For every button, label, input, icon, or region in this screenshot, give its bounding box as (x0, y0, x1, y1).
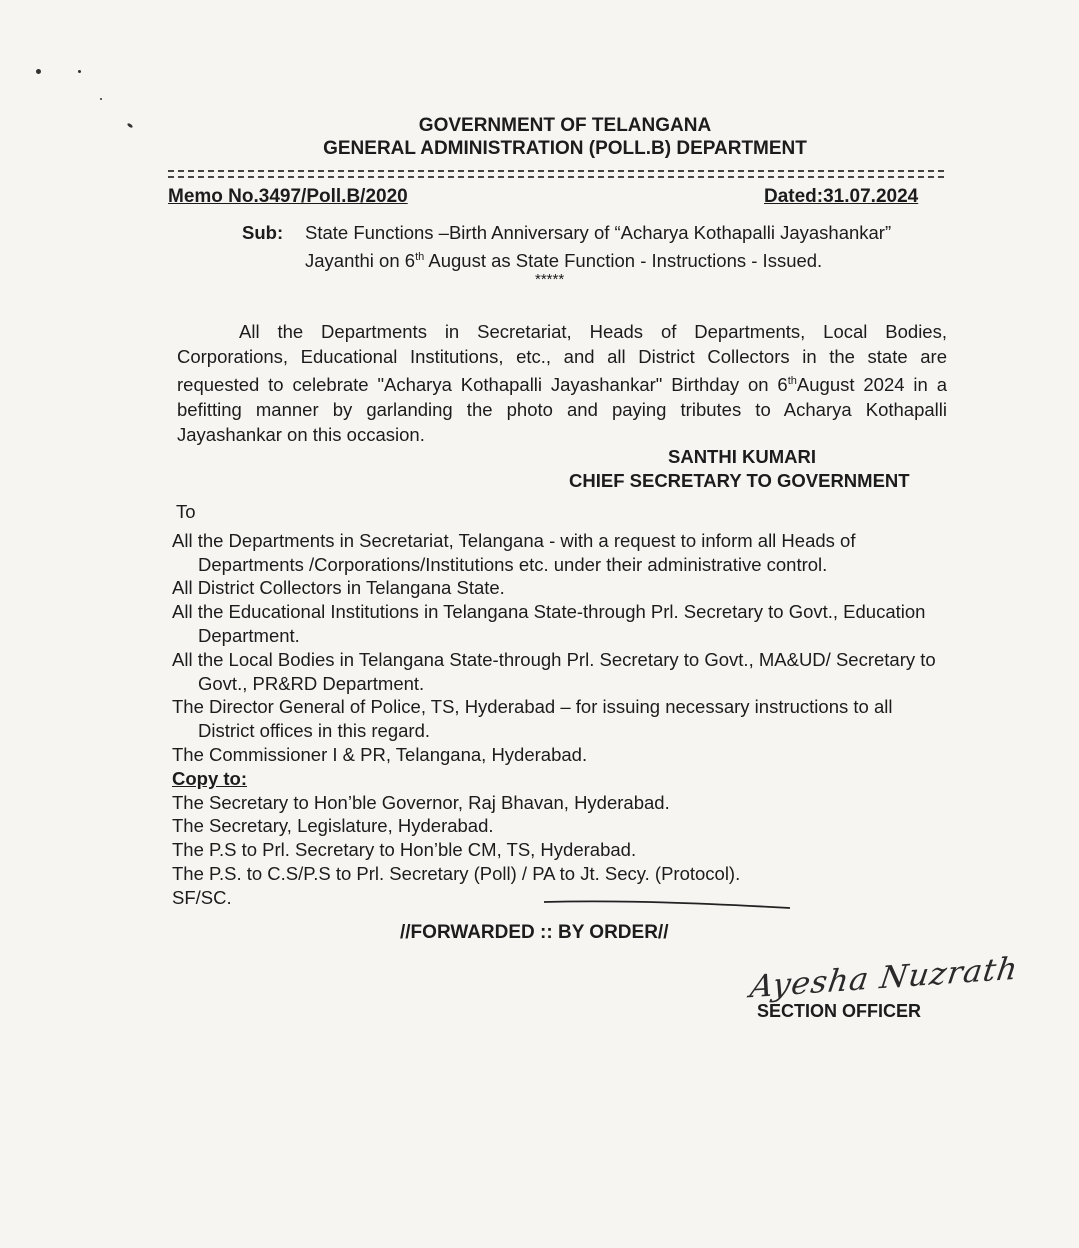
subject-label: Sub: (242, 222, 284, 243)
recipient-item: The Commissioner I & PR, Telangana, Hyderabad. (172, 743, 588, 765)
recipient-item: The Director General of Police, TS, Hyderabad – for issuing necessary instructions to all District offices in this regard. (172, 696, 893, 742)
copy-item: The P.S to Prl. Secretary to Hon’ble CM, TS, Hyderabad. (172, 839, 637, 861)
recipient-item: All the Departments in Secretariat, Telangana - with a request to inform all Heads of Departments /Corporations/Institutions etc. under their administrative control. (172, 529, 856, 575)
department-heading: GENERAL ADMINISTRATION (POLL.B) DEPARTMENT (323, 138, 807, 159)
forwarded-line: //FORWARDED :: BY ORDER// (400, 922, 669, 943)
body-paragraph (177, 320, 947, 447)
copy-item: The P.S. to C.S/P.S to Prl. Secretary (Poll) / PA to Jt. Secy. (Protocol). (172, 862, 741, 884)
section-officer-label: SECTION OFFICER (757, 1001, 922, 1021)
subject-line-2-pre: Jayanthi on 6 (305, 250, 416, 272)
subject-line-1: State Functions –Birth Anniversary of “Acharya Kothapalli Jayashankar” (305, 222, 892, 243)
copy-item: The Secretary, Legislature, Hyderabad. (172, 815, 494, 837)
handwritten-signature: Ayesha Nuzrath (747, 950, 1021, 1006)
copy-item: SF/SC. (172, 886, 232, 908)
recipient-item: All the Educational Institutions in Telangana State-through Prl. Secretary to Govt., Education Department. (172, 601, 926, 646)
recipient-item: All District Collectors in Telangana State. (172, 577, 505, 599)
signatory-name: SANTHI KUMARI (668, 446, 816, 467)
signatory-title: CHIEF SECRETARY TO GOVERNMENT (569, 470, 910, 491)
handwritten-underline (540, 894, 795, 914)
memo-date: Dated:31.07.2024 (764, 186, 919, 207)
body-part-2: August 2024 in a befitting manner by garlanding the photo and paying tributes to Acharya Kothapalli Jayashankar on this occasion. (177, 374, 947, 445)
to-label: To (176, 501, 196, 522)
dashed-divider (168, 170, 944, 172)
body-sup: th (787, 375, 797, 388)
separator-stars: ***** (535, 271, 565, 288)
recipient-item: All the Local Bodies in Telangana State-through Prl. Secretary to Govt., MA&UD/ Secretary to Govt., PR&RD Department. (172, 648, 936, 694)
subject-sup: th (415, 251, 425, 263)
memo-number: Memo No.3497/Poll.B/2020 (168, 186, 408, 207)
subject-line-2-post: August as State Function - Instructions - Issued. (424, 250, 823, 272)
distribution-list (172, 500, 952, 910)
dashed-divider (168, 176, 944, 178)
copy-item: The Secretary to Hon’ble Governor, Raj Bhavan, Hyderabad. (172, 791, 670, 813)
govt-heading: GOVERNMENT OF TELANGANA (418, 115, 712, 136)
copy-to-label: Copy to: (172, 767, 248, 789)
body-part-1: All the Departments in Secretariat, Heads of Departments, Local Bodies, Corporations, Educational Institutions, etc., and all District Collectors in the state are requested to celebrate "Acharya Kothapalli Jayashankar" Birthday on 6 (177, 321, 947, 396)
